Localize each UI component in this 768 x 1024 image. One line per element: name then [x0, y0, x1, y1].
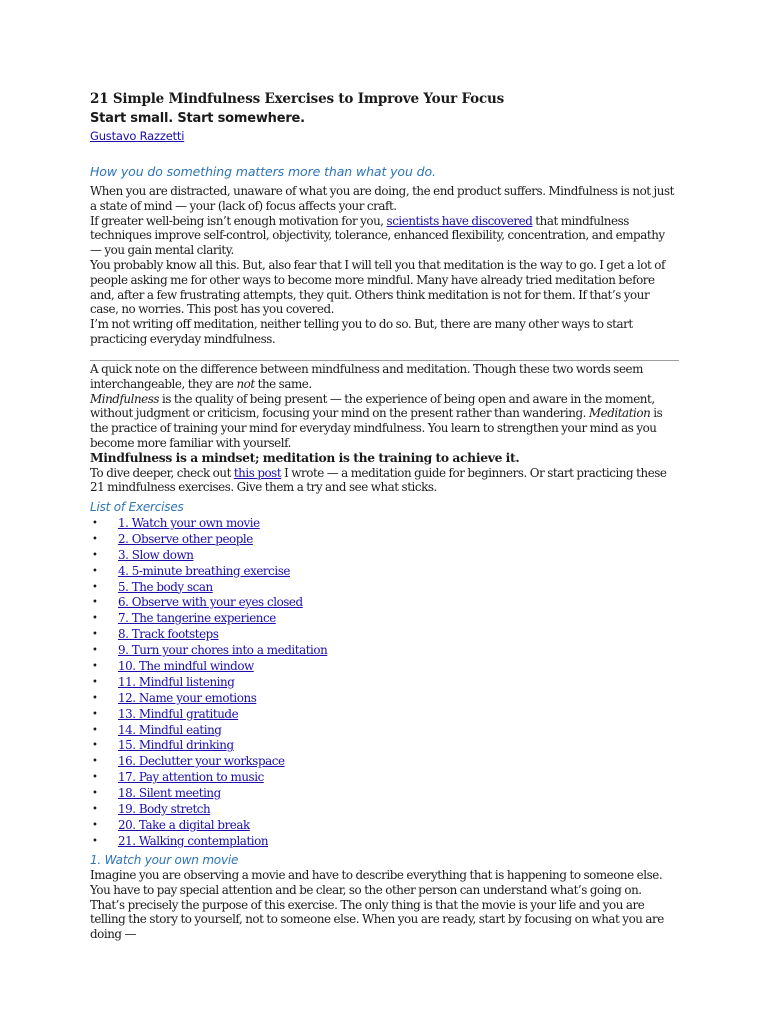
exercise-list-item: [90, 564, 327, 580]
exercise-list-item: [90, 707, 327, 723]
exercise-list-item: [90, 643, 327, 659]
article-subtitle: Start small. Start somewhere.: [90, 111, 305, 126]
bullet-icon: •: [92, 676, 98, 688]
exercise-list-item: [90, 802, 327, 818]
exercise-link[interactable]: 18. Silent meeting: [118, 786, 221, 801]
exercise-link[interactable]: 6. Observe with your eyes closed: [118, 595, 303, 610]
bullet-icon: •: [92, 533, 98, 545]
exercise-list-item: [90, 786, 327, 802]
text-run: is the practice of training your mind for everyday mindfulness. You learn to strengthen your mind as you become more familiar with yourself.: [90, 406, 663, 450]
exercise-list-item: [90, 595, 327, 611]
note-section: [90, 362, 675, 495]
bullet-icon: •: [92, 518, 98, 529]
exercise-list-item: [90, 659, 327, 675]
exercises-heading: List of Exercises: [90, 500, 184, 514]
section-paragraph: That’s precisely the purpose of this exercise. The only thing is that the movie is your life and you are telling the story to yourself, not to someone else. When you are ready, start by focusing on what you are doing —: [90, 897, 664, 942]
bullet-icon: •: [92, 740, 98, 752]
intro-paragraph: [90, 214, 675, 258]
article-tagline: How you do something matters more than what you do.: [90, 164, 436, 179]
note-paragraph: [90, 362, 675, 392]
text-run: To dive deeper, check out: [90, 465, 234, 480]
this-post-link[interactable]: this post: [233, 465, 282, 480]
intro-paragraph: You probably know all this. But, also fear that I will tell you that meditation is the way to go. I get a lot of people asking me for other ways to become more mindful. Many have already tried meditation before and, after a few frustrating attempts, they quit. Others think meditation is not for them. If that’s your case, no worries. This post has you covered.: [90, 257, 665, 317]
exercise-list: [90, 516, 327, 850]
exercise-list-item: [90, 834, 327, 850]
exercise-link[interactable]: 8. Track footsteps: [118, 627, 219, 642]
exercise-list-item: [90, 516, 327, 532]
exercise-link[interactable]: 13. Mindful gratitude: [118, 706, 239, 721]
bullet-icon: •: [92, 772, 98, 784]
bullet-icon: •: [92, 835, 98, 847]
emphasis: Mindfulness: [90, 391, 160, 406]
emphasis: not: [236, 376, 255, 391]
exercise-link[interactable]: 1. Watch your own movie: [118, 516, 260, 530]
scientists-link[interactable]: scientists have discovered: [386, 213, 533, 228]
exercise-link[interactable]: 14. Mindful eating: [118, 722, 222, 737]
author-link[interactable]: Gustavo Razzetti: [90, 129, 185, 143]
article-title: 21 Simple Mindfulness Exercises to Improve Your Focus: [90, 91, 504, 107]
intro-paragraph: When you are distracted, unaware of what you are doing, the end product suffers. Mindfulness is not just a state of mind — your (lack of) focus affects your craft.: [90, 184, 674, 213]
intro-paragraph: I’m not writing off meditation, neither telling you to do so. But, there are many other ways to start practicing everyday mindfulness.: [90, 317, 633, 346]
exercise-link[interactable]: 20. Take a digital break: [118, 817, 250, 832]
horizontal-rule: [90, 360, 679, 361]
bullet-icon: •: [92, 724, 98, 736]
exercise-list-item: [90, 675, 327, 691]
exercise-link[interactable]: 21. Walking contemplation: [118, 833, 269, 848]
exercise-list-item: [90, 691, 327, 707]
text-run: I wrote — a meditation guide for beginners. Or start practicing these 21 mindfulness exercises. Give them a try and see what sticks.: [90, 465, 667, 495]
bullet-icon: •: [92, 549, 98, 561]
bullet-icon: •: [92, 581, 98, 593]
exercise-link[interactable]: 12. Name your emotions: [118, 690, 257, 705]
section-paragraph: Imagine you are observing a movie and have to describe everything that is happening to someone else. You have to pay special attention and be clear, so the other person can understand what’s going on.: [90, 868, 663, 897]
exercise-link[interactable]: 2. Observe other people: [118, 531, 253, 546]
exercise-link[interactable]: 10. The mindful window: [118, 659, 254, 674]
exercise-list-item: [90, 627, 327, 643]
exercise-link[interactable]: 3. Slow down: [118, 547, 194, 562]
bullet-icon: •: [92, 661, 98, 673]
bullet-icon: •: [92, 565, 98, 577]
exercise-list-item: [90, 723, 327, 739]
bullet-icon: •: [92, 613, 98, 625]
text-run: the same.: [254, 376, 312, 391]
exercise-link[interactable]: 17. Pay attention to music: [118, 770, 264, 785]
exercise-list-item: [90, 580, 327, 596]
bullet-icon: •: [92, 788, 98, 800]
exercise-link[interactable]: 15. Mindful drinking: [118, 738, 234, 753]
text-run: is the quality of being present — the experience of being open and aware in the moment, without judgment or criticism, focusing your mind on the present rather than wandering.: [90, 391, 655, 421]
exercise-list-item: [90, 818, 327, 834]
bullet-icon: •: [92, 645, 98, 657]
bullet-icon: •: [92, 692, 98, 704]
exercise-list-item: [90, 611, 327, 627]
bullet-icon: •: [92, 629, 98, 641]
bullet-icon: •: [92, 819, 98, 831]
bullet-icon: •: [92, 708, 98, 720]
key-statement: Mindfulness is a mindset; meditation is the training to achieve it.: [90, 449, 520, 465]
bullet-icon: •: [92, 804, 98, 816]
section-body: [90, 868, 675, 942]
exercise-list-item: [90, 738, 327, 754]
exercise-list-item: [90, 770, 327, 786]
section-heading: 1. Watch your own movie: [90, 853, 239, 867]
exercise-link[interactable]: 5. The body scan: [118, 579, 213, 594]
exercise-link[interactable]: 4. 5-minute breathing exercise: [118, 563, 290, 578]
exercise-link[interactable]: 7. The tangerine experience: [118, 611, 276, 626]
text-run: A quick note on the difference between mindfulness and meditation. Though these two words seem interchangeable, they are: [90, 362, 643, 391]
bullet-icon: •: [92, 756, 98, 768]
note-paragraph: [90, 466, 675, 496]
exercise-list-item: [90, 548, 327, 564]
bullet-icon: •: [92, 597, 98, 609]
exercise-link[interactable]: 19. Body stretch: [118, 802, 211, 817]
exercise-list-item: [90, 754, 327, 770]
note-paragraph: [90, 392, 675, 451]
exercise-link[interactable]: 11. Mindful listening: [118, 674, 235, 689]
text-run: If greater well-being isn’t enough motivation for you,: [90, 213, 387, 228]
exercise-link[interactable]: 16. Declutter your workspace: [118, 754, 285, 769]
intro-section: [90, 184, 675, 347]
exercise-link[interactable]: 9. Turn your chores into a meditation: [118, 643, 328, 658]
emphasis: Meditation: [588, 406, 651, 421]
exercise-list-item: [90, 532, 327, 548]
text-run: that mindfulness techniques improve self-control, objectivity, tolerance, enhanced flexibility, concentration, and empathy — you gain mental clarity.: [90, 213, 665, 258]
